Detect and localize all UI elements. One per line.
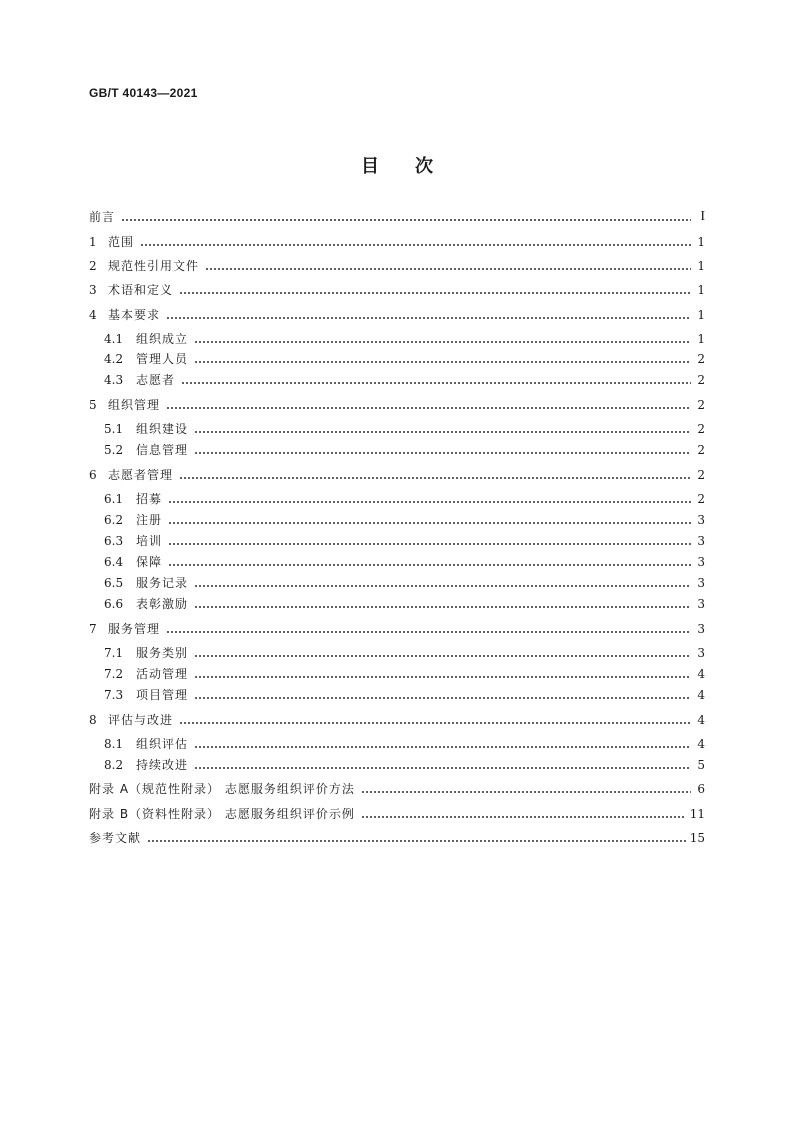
toc-entry-page-number: 15 (689, 831, 705, 845)
toc-entry-number: 6 (89, 468, 97, 482)
toc-entry-label: 活动管理 (136, 667, 189, 681)
dot-leader (194, 755, 691, 775)
dot-leader (179, 465, 691, 485)
toc-entry-page-number: I (700, 209, 705, 224)
toc-entry-number: 5.2 (104, 443, 124, 457)
toc-entry[interactable] (104, 419, 705, 439)
dot-leader (194, 419, 691, 439)
toc-entry-number: 1 (89, 235, 97, 249)
toc-entry-page-number: 3 (697, 555, 705, 569)
toc-entry-number: 8.2 (104, 758, 124, 772)
toc-entry[interactable] (104, 664, 705, 684)
dot-leader (194, 329, 691, 349)
toc-entry-number: 6.6 (104, 597, 124, 611)
toc-entry-page-number: 2 (697, 492, 705, 506)
toc-entry[interactable] (104, 329, 705, 349)
toc-entry-label: 附录 B（资料性附录） 志愿服务组织评价示例 (89, 807, 355, 821)
dot-leader (361, 804, 686, 824)
toc-entry[interactable] (104, 370, 705, 390)
dot-leader (166, 619, 691, 639)
toc-entry-label: 信息管理 (136, 443, 189, 457)
toc-entry[interactable] (104, 755, 705, 775)
dot-leader (147, 828, 686, 848)
toc-entry-label: 保障 (136, 555, 163, 569)
toc-entry-page-number: 2 (697, 352, 705, 366)
toc-entry-label: 规范性引用文件 (108, 259, 200, 273)
toc-entry-page-number: 6 (697, 782, 705, 796)
toc-entry[interactable] (104, 685, 705, 705)
toc-entry-number: 8.1 (104, 737, 124, 751)
toc-entry-page-number: 4 (697, 667, 705, 681)
toc-entry[interactable] (89, 465, 705, 485)
dot-leader (194, 734, 691, 754)
toc-entry[interactable] (89, 232, 705, 252)
toc-entry-label: 志愿者管理 (108, 468, 174, 482)
toc-entry-number: 7.1 (104, 646, 124, 660)
toc-entry-number: 4.1 (104, 332, 124, 346)
toc-entry-page-number: 1 (697, 283, 705, 297)
toc-entry-number: 8 (89, 713, 97, 727)
dot-leader (166, 305, 691, 325)
toc-entry[interactable] (104, 643, 705, 663)
toc-entry[interactable] (104, 489, 705, 509)
dot-leader (168, 531, 691, 551)
toc-entry[interactable] (104, 510, 705, 530)
dot-leader (140, 232, 691, 252)
toc-entry[interactable] (104, 349, 705, 369)
toc-entry-number: 5 (89, 398, 97, 412)
toc-entry-label: 组织成立 (136, 332, 189, 346)
toc-entry-label: 范围 (108, 235, 135, 249)
dot-leader (194, 594, 691, 614)
dot-leader (121, 207, 691, 227)
toc-entry-page-number: 1 (697, 235, 705, 249)
toc-entry-page-number: 4 (697, 713, 705, 727)
toc-entry-page-number: 2 (697, 443, 705, 457)
toc-entry-number: 5.1 (104, 422, 124, 436)
dot-leader (194, 664, 691, 684)
toc-entry-label: 志愿者 (136, 373, 176, 387)
toc-entry-number: 7.3 (104, 688, 124, 702)
toc-entry-label: 培训 (136, 534, 163, 548)
toc-entry-number: 6.5 (104, 576, 124, 590)
toc-entry[interactable] (104, 594, 705, 614)
toc-entry-page-number: 1 (697, 259, 705, 273)
toc-entry-page-number: 11 (689, 807, 705, 821)
toc-entry-number: 7 (89, 622, 97, 636)
toc-entry-page-number: 2 (697, 398, 705, 412)
toc-entry-page-number: 3 (697, 576, 705, 590)
toc-entry[interactable] (104, 573, 705, 593)
dot-leader (181, 370, 691, 390)
toc-entry-label: 评估与改进 (108, 713, 174, 727)
toc-entry-page-number: 1 (697, 308, 705, 322)
toc-entry[interactable] (104, 440, 705, 460)
toc-entry-label: 注册 (136, 513, 163, 527)
toc-entry-page-number: 1 (697, 332, 705, 346)
toc-entry[interactable] (89, 710, 705, 730)
toc-entry[interactable] (89, 280, 705, 300)
dot-leader (168, 489, 691, 509)
toc-entry[interactable] (89, 395, 705, 415)
toc-entry-number: 6.2 (104, 513, 124, 527)
toc-entry-label: 前言 (89, 210, 116, 224)
dot-leader (179, 280, 691, 300)
toc-entry-page-number: 3 (697, 513, 705, 527)
toc-entry[interactable] (89, 828, 705, 848)
dot-leader (168, 510, 691, 530)
toc-entry[interactable] (89, 207, 705, 227)
toc-entry-page-number: 3 (697, 597, 705, 611)
dot-leader (179, 710, 691, 730)
toc-entry-page-number: 2 (697, 468, 705, 482)
toc-entry-label: 参考文献 (89, 831, 142, 845)
toc-entry[interactable] (89, 256, 705, 276)
toc-entry[interactable] (89, 804, 705, 824)
toc-entry-page-number: 2 (697, 422, 705, 436)
toc-entry-page-number: 3 (697, 534, 705, 548)
toc-entry-label: 组织评估 (136, 737, 189, 751)
toc-entry-page-number: 4 (697, 688, 705, 702)
title-char-right: 次 (415, 156, 433, 177)
toc-entry-label: 组织建设 (136, 422, 189, 436)
dot-leader (194, 440, 691, 460)
toc-entry-label: 管理人员 (136, 352, 189, 366)
toc-entry-label: 组织管理 (108, 398, 161, 412)
dot-leader (168, 552, 691, 572)
dot-leader (194, 349, 691, 369)
toc-entry[interactable] (89, 779, 705, 799)
dot-leader (361, 779, 691, 799)
toc-entry[interactable] (89, 619, 705, 639)
dot-leader (166, 395, 691, 415)
toc-entry-label: 表彰激励 (136, 597, 189, 611)
dot-leader (194, 643, 691, 663)
toc-entry-number: 4.2 (104, 352, 124, 366)
toc-entry-number: 3 (89, 283, 97, 297)
toc-entry-page-number: 3 (697, 646, 705, 660)
toc-entry[interactable] (104, 734, 705, 754)
toc-entry[interactable] (104, 552, 705, 572)
toc-entry-number: 4.3 (104, 373, 124, 387)
toc-entry-label: 持续改进 (136, 758, 189, 772)
title-char-left: 目 (361, 156, 379, 177)
toc-entry-page-number: 5 (697, 758, 705, 772)
toc-entry-number: 7.2 (104, 667, 124, 681)
toc-entry-number: 6.1 (104, 492, 124, 506)
toc-entry-label: 服务类别 (136, 646, 189, 660)
toc-entry-label: 术语和定义 (108, 283, 174, 297)
toc-entry-label: 项目管理 (136, 688, 189, 702)
toc-entry-label: 附录 A（规范性附录） 志愿服务组织评价方法 (89, 782, 355, 796)
toc-entry-page-number: 4 (697, 737, 705, 751)
toc-entry-label: 基本要求 (108, 308, 161, 322)
toc-entry-number: 2 (89, 259, 97, 273)
toc-entry-number: 6.3 (104, 534, 124, 548)
toc-entry-page-number: 2 (697, 373, 705, 387)
page-title (0, 152, 794, 178)
dot-leader (194, 573, 691, 593)
toc-entry-page-number: 3 (697, 622, 705, 636)
toc-entry[interactable] (104, 531, 705, 551)
toc-entry-label: 招募 (136, 492, 163, 506)
toc-entry[interactable] (89, 305, 705, 325)
dot-leader (194, 685, 691, 705)
dot-leader (205, 256, 691, 276)
document-code: GB/T 40143—2021 (89, 86, 198, 100)
toc-entry-number: 6.4 (104, 555, 124, 569)
toc-entry-label: 服务管理 (108, 622, 161, 636)
toc-entry-number: 4 (89, 308, 97, 322)
toc-entry-label: 服务记录 (136, 576, 189, 590)
